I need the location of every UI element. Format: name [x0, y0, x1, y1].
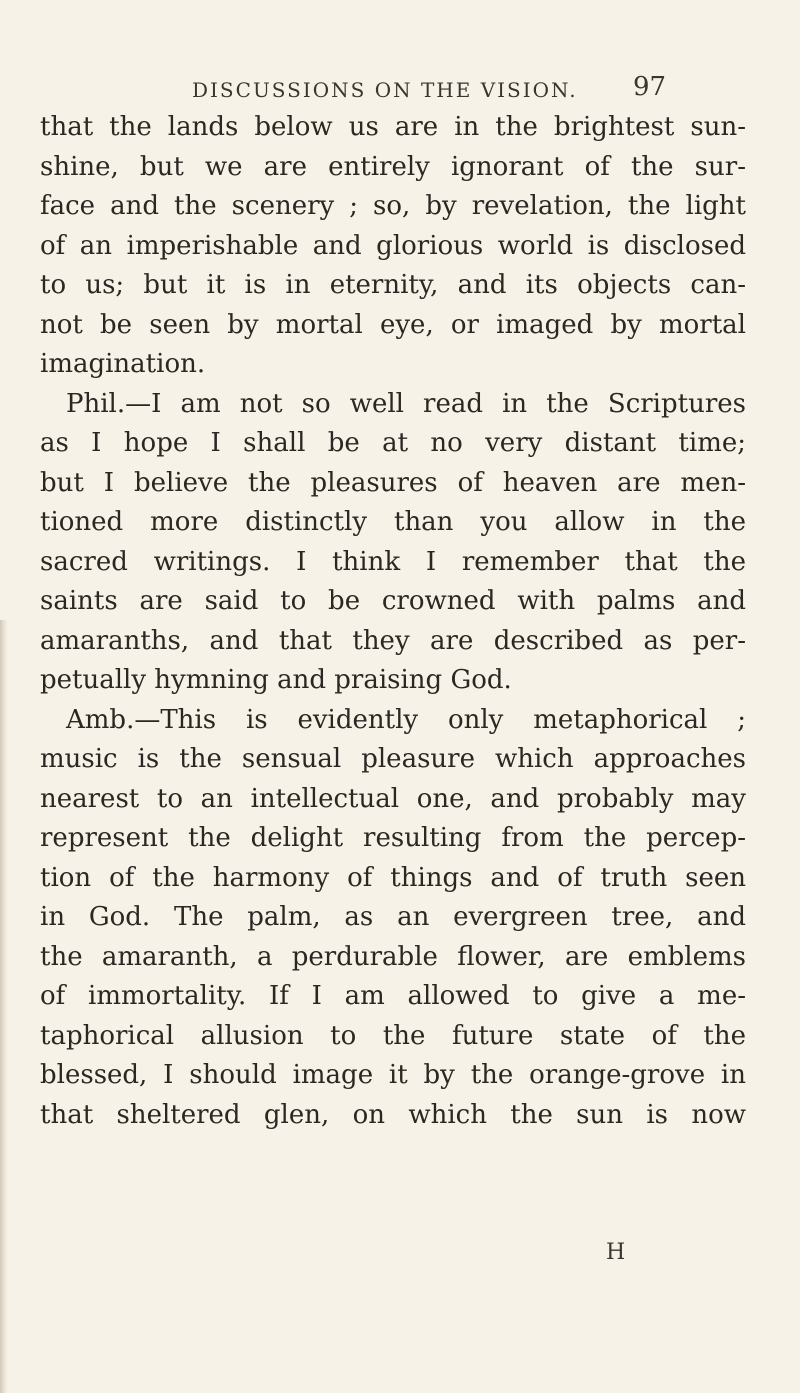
text-line: Amb.—This is evidently only metaphorical ;: [66, 704, 746, 735]
text-line: shine, but we are entirely ignorant of the sur-: [40, 151, 746, 182]
text-line: taphorical allusion to the future state of the: [40, 1020, 746, 1051]
text-line: to us; but it is in eternity, and its objects can-: [40, 270, 746, 300]
text-line: blessed, I should image it by the orange-grove in: [40, 1060, 746, 1090]
running-head: DISCUSSIONS ON THE VISION.: [192, 78, 578, 102]
text-line: tioned more distinctly than you allow in the: [40, 507, 746, 537]
text-line: in God. The palm, as an evergreen tree, and: [40, 902, 746, 932]
text-line: music is the sensual pleasure which approaches: [40, 744, 746, 774]
text-line: of immortality. If I am allowed to give a me-: [40, 981, 746, 1011]
signature-mark: H: [606, 1240, 626, 1265]
body-text: [40, 108, 746, 1135]
text-line: not be seen by mortal eye, or imaged by mortal: [40, 309, 746, 340]
text-line: nearest to an intellectual one, and probably may: [40, 783, 746, 814]
text-line: but I believe the pleasures of heaven are men-: [40, 467, 746, 498]
text-line: that the lands below us are in the brightest sun-: [40, 112, 746, 142]
text-line: as I hope I shall be at no very distant time;: [40, 428, 746, 458]
text-line: that sheltered glen, on which the sun is now: [40, 1099, 746, 1130]
page-number: 97: [633, 72, 667, 102]
text-line: the amaranth, a perdurable flower, are emblems: [40, 941, 746, 972]
text-line: face and the scenery ; so, by revelation, the light: [40, 191, 746, 221]
text-line: represent the delight resulting from the percep-: [40, 823, 746, 853]
text-line: amaranths, and that they are described as per-: [40, 625, 746, 656]
text-line: imagination.: [40, 349, 206, 379]
page-edge-shadow: [0, 620, 8, 1393]
text-line: of an imperishable and glorious world is disclosed: [40, 230, 746, 261]
text-line: sacred writings. I think I remember that the: [40, 546, 746, 577]
text-line: petually hymning and praising God.: [40, 665, 512, 695]
text-line: tion of the harmony of things and of truth seen: [40, 862, 746, 893]
text-line: Phil.—I am not so well read in the Scriptures: [66, 388, 746, 419]
text-line: saints are said to be crowned with palms and: [40, 586, 746, 616]
